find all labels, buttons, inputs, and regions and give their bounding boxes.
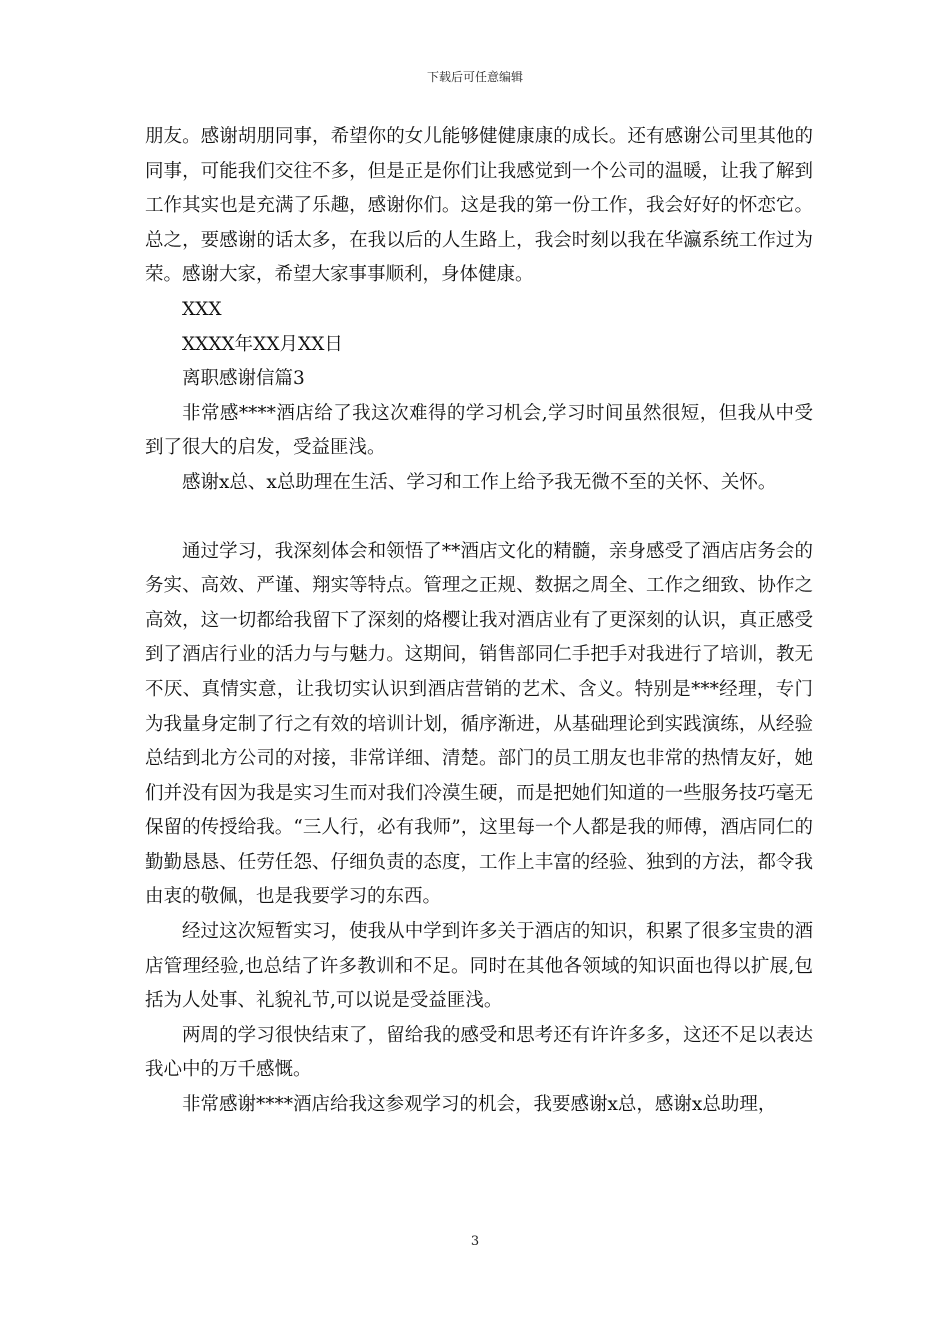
document-body [145, 120, 813, 1123]
body-paragraph: 朋友。感谢胡朋同事，希望你的女儿能够健健康康的成长。还有感谢公司里其他的同事，可能我们交往不多，但是正是你们让我感觉到一个公司的温暖，让我了解到工作其实也是充满了乐趣，感谢你们。这是我的第一份工作，我会好好的怀恋它。总之，要感谢的话太多，在我以后的人生路上，我会时刻以我在华瀛系统工作过为荣。感谢大家，希望大家事事顺利，身体健康。 [145, 126, 813, 286]
body-paragraph: 非常感谢****酒店给我这参观学习的机会，我要感谢x总，感谢x总助理， [182, 1094, 777, 1116]
page-header: 下载后可任意编辑 [426, 70, 523, 84]
body-paragraph: 非常感****酒店给了我这次难得的学习机会,学习时间虽然很短，但我从中受到了很大的启发，受益匪浅。 [145, 402, 813, 459]
signature-date: XXXX年XX月XX日 [182, 333, 343, 355]
body-paragraph: 感谢x总、x总助理在生活、学习和工作上给予我无微不至的关怀、关怀。 [182, 471, 777, 493]
body-paragraph: 两周的学习很快结束了，留给我的感受和思考还有许许多多，这还不足以表达我心中的万千感慨。 [145, 1024, 813, 1081]
section-title: 离职感谢信篇3 [182, 368, 305, 390]
body-paragraph: 通过学习，我深刻体会和领悟了**酒店文化的精髓，亲身感受了酒店店务会的务实、高效、严谨、翔实等特点。管理之正规、数据之周全、工作之细致、协作之高效，这一切都给我留下了深刻的烙樱让我对酒店业有了更深刻的认识，真正感受到了酒店行业的活力与与魅力。这期间，销售部同仁手把手对我进行了培训，教无不厌、真情实意，让我切实认识到酒店营销的艺术、含义。特别是***经理，专门为我量身定制了行之有效的培训计划，循序渐进，从基础理论到实践演练，从经验总结到北方公司的对接，非常详细、清楚。部门的员工朋友也非常的热情友好，她们并没有因为我是实习生而对我们冷漠生硬，而是把她们知道的一些服务技巧毫无保留的传授给我。“三人行，必有我师”，这里每一个人都是我的师傅，酒店同仁的勤勤恳恳、任劳任怨、仔细负责的态度，工作上丰富的经验、独到的方法，都令我由衷的敬佩，也是我要学习的东西。 [145, 540, 813, 908]
signature-name: XXX [182, 298, 222, 320]
body-paragraph: 经过这次短暂实习，使我从中学到许多关于酒店的知识，积累了很多宝贵的酒店管理经验,也总结了许多教训和不足。同时在其他各领域的知识面也得以扩展,包括为人处事、礼貌礼节,可以说是受益匪浅。 [145, 921, 813, 1012]
page-number: 3 [470, 1234, 480, 1249]
